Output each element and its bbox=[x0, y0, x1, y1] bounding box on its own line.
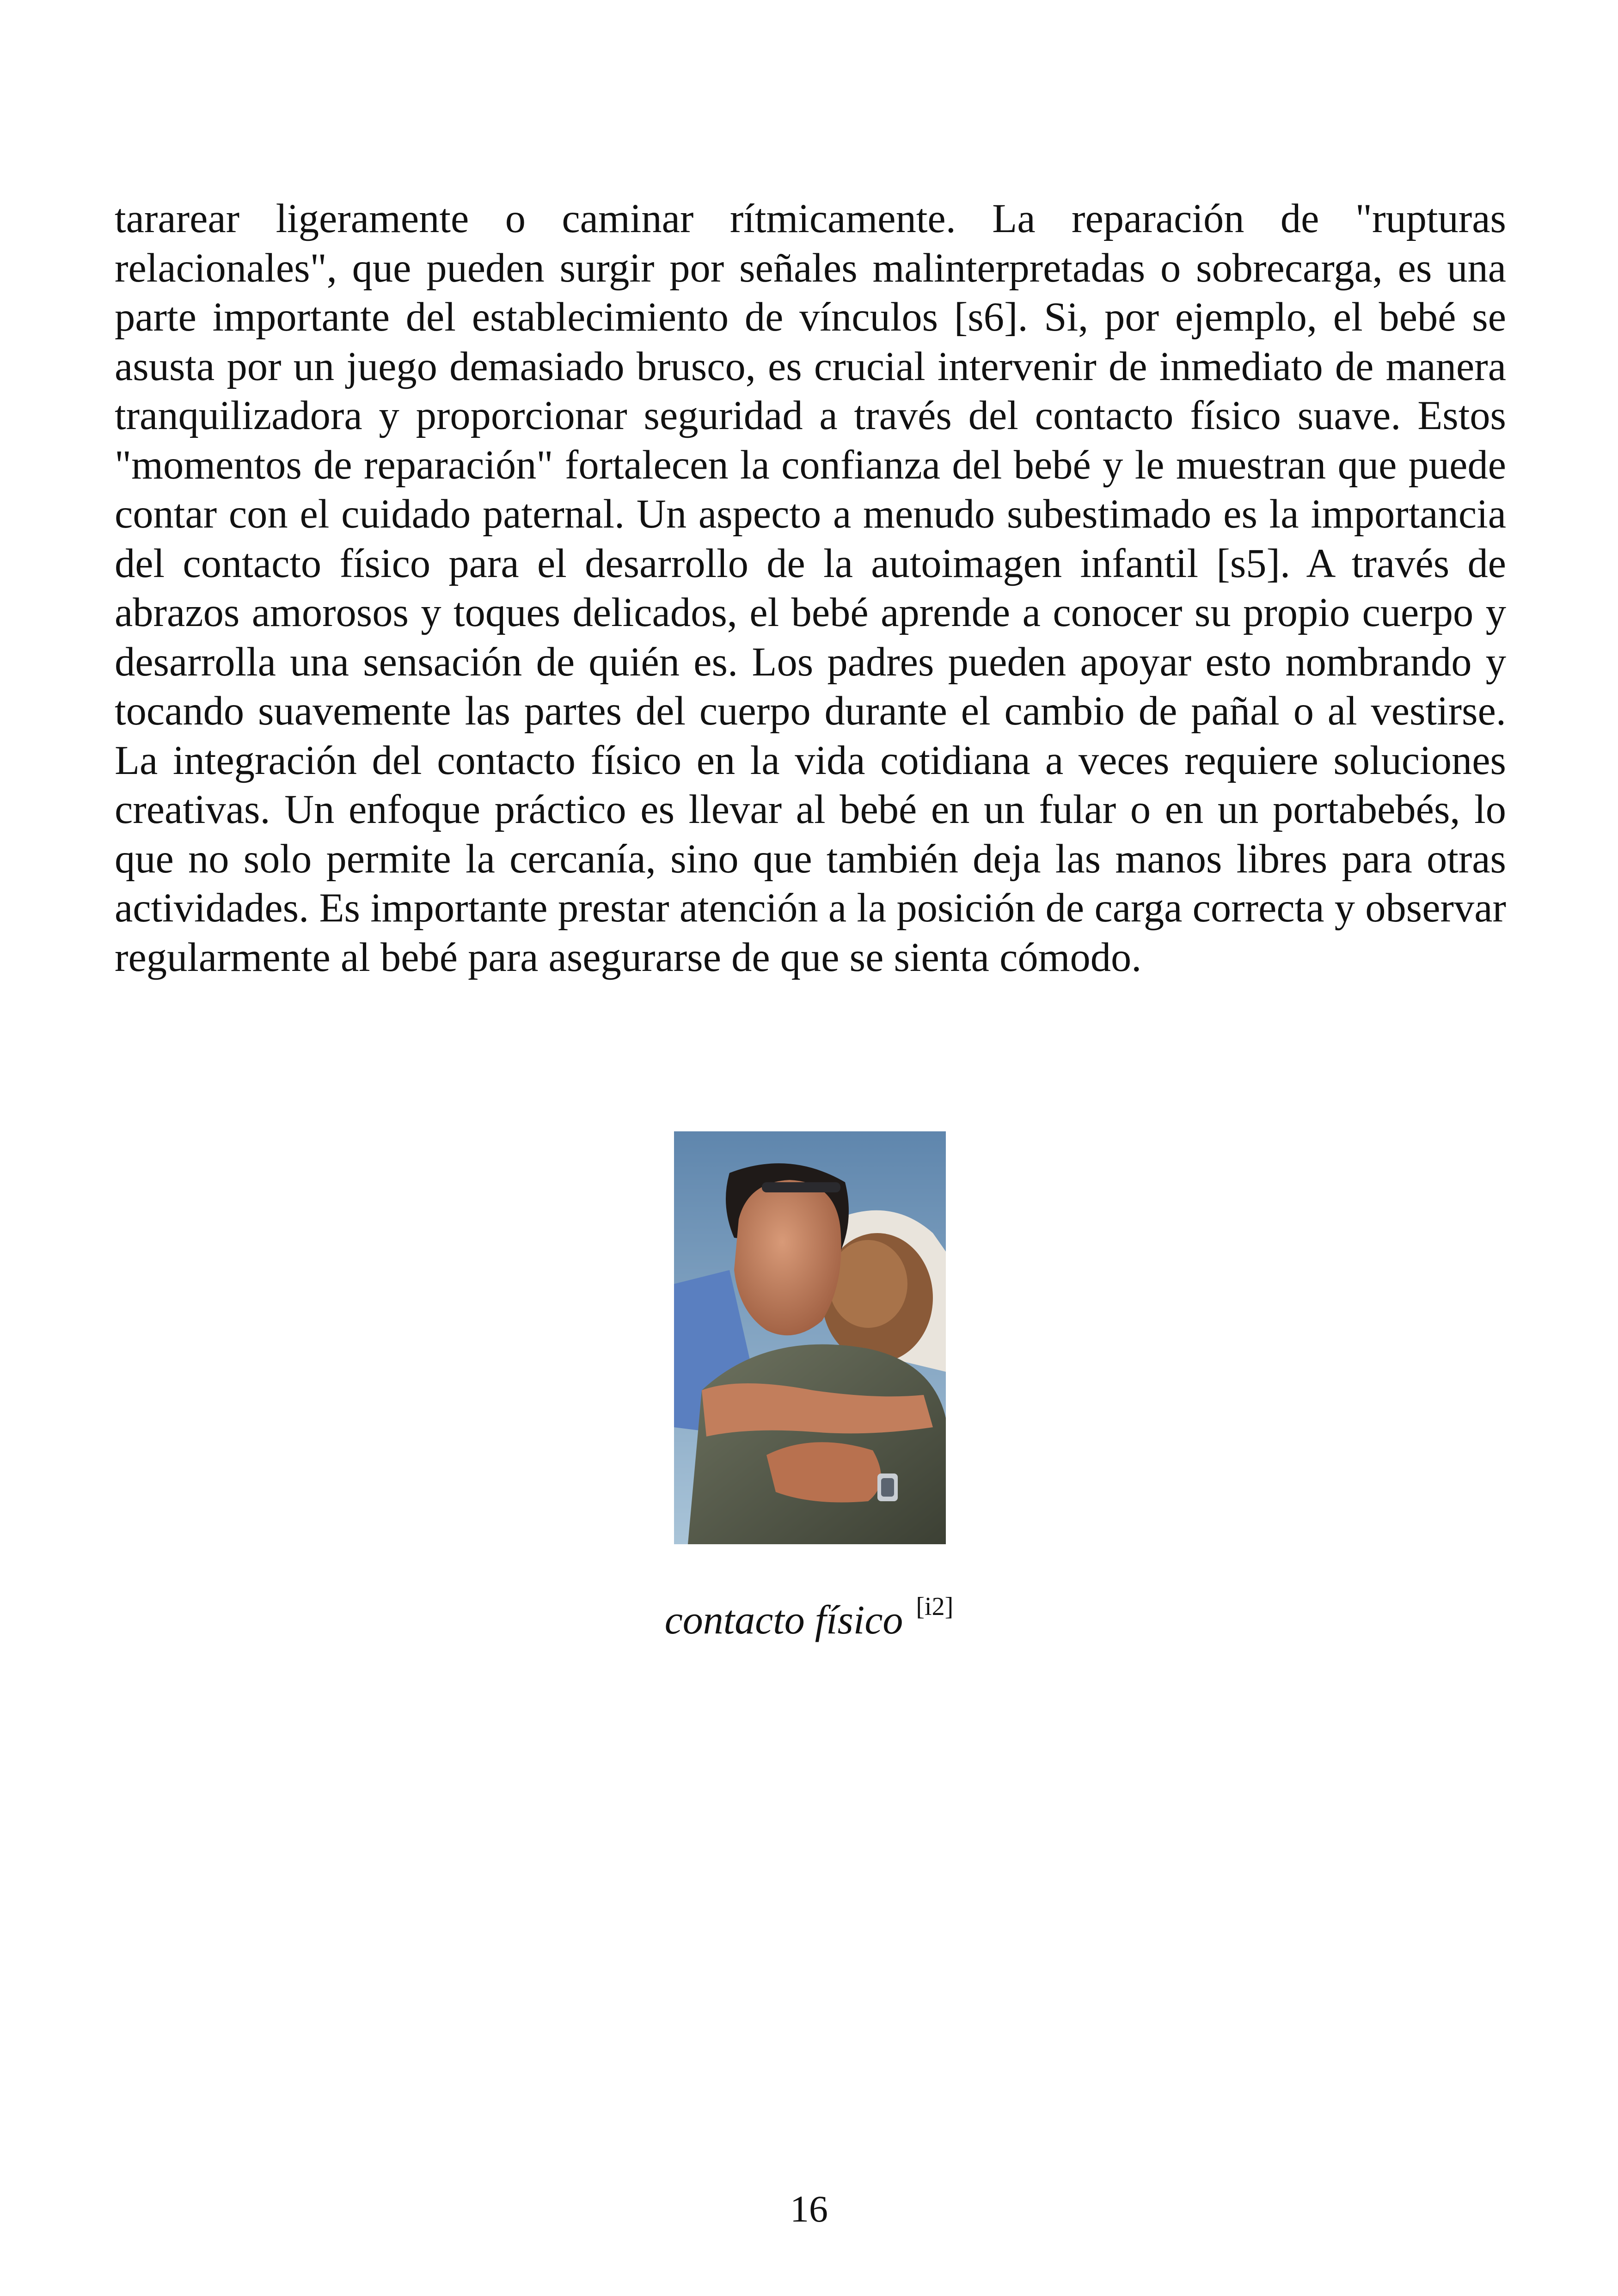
figure-caption bbox=[0, 1581, 1618, 1646]
hug-photo-illustration bbox=[674, 1131, 946, 1544]
body-paragraph: tararear ligeramente o caminar rítmicamente. La reparación de "rupturas relacionales", que pueden surgir por señales malinterpretadas o sobrecarga, es una parte importante del establecimiento de vínculos [s6]. Si, por ejemplo, el bebé se asusta por un juego demasiado brusco, es crucial intervenir de inmediato de manera tranquilizadora y proporcionar seguridad a través del contacto físico suave. Estos "momentos de reparación" fortalecen la confianza del bebé y le muestran que puede contar con el cuidado paternal. Un aspecto a menudo subestimado es la importancia del contacto físico para el desarrollo de la autoimagen infantil [s5]. A través de abrazos amorosos y toques delicados, el bebé aprende a conocer su propio cuerpo y desarrolla una sensación de quién es. Los padres pueden apoyar esto nombrando y tocando suavemente las partes del cuerpo durante el cambio de pañal o al vestirse. La integración del contacto físico en la vida cotidiana a veces requiere soluciones creativas. Un enfoque práctico es llevar al bebé en un fular o en un portabebés, lo que no solo permite la cercanía, sino que también deja las manos libres para otras actividades. Es importante prestar atención a la posición de carga correcta y observar regularmente al bebé para asegurarse de que se sienta cómodo. bbox=[115, 196, 1506, 980]
caption-text: contacto físico bbox=[664, 1598, 903, 1643]
hug-photo bbox=[674, 1131, 946, 1544]
page-number: 16 bbox=[790, 2188, 828, 2230]
caption-reference: [i2] bbox=[916, 1592, 954, 1621]
